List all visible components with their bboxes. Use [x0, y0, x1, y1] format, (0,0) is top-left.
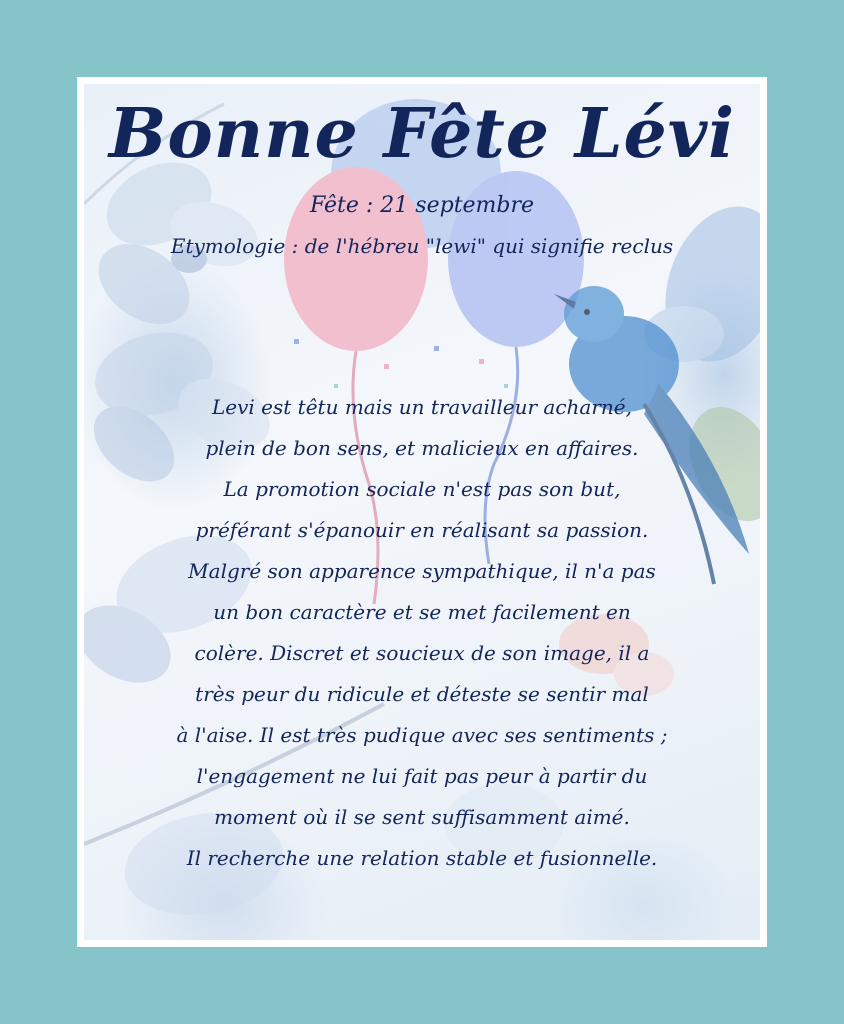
description-line: très peur du ridicule et déteste se sentir mal — [195, 682, 649, 706]
description-line: moment où il se sent suffisamment aimé. — [214, 805, 630, 829]
description-line: préférant s'épanouir en réalisant sa passion. — [195, 518, 649, 542]
description-line: Malgré son apparence sympathique, il n'a pas — [188, 559, 656, 583]
description-line: à l'aise. Il est très pudique avec ses sentiments ; — [176, 723, 668, 747]
greeting-card — [77, 77, 767, 947]
description-text — [84, 387, 760, 879]
description-line: plein de bon sens, et malicieux en affaires. — [205, 436, 639, 460]
description-line: l'engagement ne lui fait pas peur à partir du — [196, 764, 648, 788]
card-artwork — [84, 84, 760, 940]
description-line: Levi est têtu mais un travailleur acharné, — [212, 395, 632, 419]
card-title: Bonne Fête Lévi — [108, 94, 736, 174]
description-line: colère. Discret et soucieux de son image, il a — [194, 641, 650, 665]
description-line: un bon caractère et se met facilement en — [213, 600, 631, 624]
feast-date: Fête : 21 septembre — [309, 193, 535, 218]
etymology: Etymologie : de l'hébreu "lewi" qui signifie reclus — [170, 234, 674, 258]
description-line: La promotion sociale n'est pas son but, — [223, 477, 621, 501]
description-line: Il recherche une relation stable et fusionnelle. — [186, 846, 658, 870]
